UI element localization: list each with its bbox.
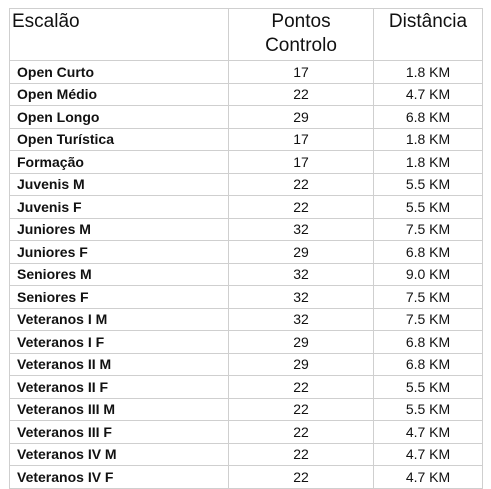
table-row <box>10 376 483 399</box>
header-row <box>10 9 483 61</box>
cell-pontos-controlo[interactable]: 22 <box>229 398 374 421</box>
table-row <box>10 218 483 241</box>
cell-escalao[interactable]: Open Médio <box>10 83 229 106</box>
header-escalao[interactable]: Escalão <box>10 9 229 61</box>
cell-distancia[interactable]: 5.5 KM <box>374 196 483 219</box>
cell-escalao[interactable]: Open Curto <box>10 61 229 84</box>
cell-escalao[interactable]: Juniores F <box>10 241 229 264</box>
cell-pontos-controlo[interactable]: 32 <box>229 218 374 241</box>
cell-escalao[interactable]: Juniores M <box>10 218 229 241</box>
cell-pontos-controlo[interactable]: 22 <box>229 466 374 489</box>
table-row <box>10 398 483 421</box>
table-row <box>10 353 483 376</box>
table-row <box>10 151 483 174</box>
cell-escalao[interactable]: Veteranos III F <box>10 421 229 444</box>
cell-distancia[interactable]: 9.0 KM <box>374 263 483 286</box>
cell-distancia[interactable]: 1.8 KM <box>374 61 483 84</box>
table-row <box>10 308 483 331</box>
table-row <box>10 421 483 444</box>
cell-escalao[interactable]: Seniores F <box>10 286 229 309</box>
cell-distancia[interactable]: 7.5 KM <box>374 218 483 241</box>
cell-distancia[interactable]: 6.8 KM <box>374 353 483 376</box>
cell-pontos-controlo[interactable]: 22 <box>229 443 374 466</box>
cell-pontos-controlo[interactable]: 32 <box>229 286 374 309</box>
cell-distancia[interactable]: 1.8 KM <box>374 128 483 151</box>
cell-escalao[interactable]: Juvenis M <box>10 173 229 196</box>
cell-distancia[interactable]: 6.8 KM <box>374 106 483 129</box>
spreadsheet-region <box>9 8 482 489</box>
cell-pontos-controlo[interactable]: 29 <box>229 241 374 264</box>
cell-distancia[interactable]: 7.5 KM <box>374 286 483 309</box>
header-pontos-line2: Controlo <box>265 35 337 56</box>
table-row <box>10 443 483 466</box>
cell-pontos-controlo[interactable]: 29 <box>229 353 374 376</box>
cell-pontos-controlo[interactable]: 17 <box>229 128 374 151</box>
cell-escalao[interactable]: Veteranos II M <box>10 353 229 376</box>
cell-escalao[interactable]: Seniores M <box>10 263 229 286</box>
table-body <box>10 61 483 489</box>
table-row <box>10 83 483 106</box>
categories-table <box>9 8 483 489</box>
cell-pontos-controlo[interactable]: 29 <box>229 106 374 129</box>
table-row <box>10 331 483 354</box>
cell-escalao[interactable]: Juvenis F <box>10 196 229 219</box>
cell-escalao[interactable]: Open Turística <box>10 128 229 151</box>
table-row <box>10 286 483 309</box>
table-row <box>10 241 483 264</box>
cell-pontos-controlo[interactable]: 22 <box>229 196 374 219</box>
cell-escalao[interactable]: Veteranos IV M <box>10 443 229 466</box>
cell-distancia[interactable]: 5.5 KM <box>374 376 483 399</box>
cell-pontos-controlo[interactable]: 17 <box>229 61 374 84</box>
cell-escalao[interactable]: Veteranos I M <box>10 308 229 331</box>
table-row <box>10 61 483 84</box>
cell-distancia[interactable]: 1.8 KM <box>374 151 483 174</box>
cell-pontos-controlo[interactable]: 22 <box>229 173 374 196</box>
cell-pontos-controlo[interactable]: 29 <box>229 331 374 354</box>
cell-escalao[interactable]: Open Longo <box>10 106 229 129</box>
cell-distancia[interactable]: 5.5 KM <box>374 398 483 421</box>
cell-escalao[interactable]: Veteranos IV F <box>10 466 229 489</box>
cell-distancia[interactable]: 6.8 KM <box>374 331 483 354</box>
cell-distancia[interactable]: 4.7 KM <box>374 443 483 466</box>
cell-pontos-controlo[interactable]: 22 <box>229 376 374 399</box>
cell-distancia[interactable]: 6.8 KM <box>374 241 483 264</box>
header-pontos-line1: Pontos <box>271 11 331 32</box>
cell-distancia[interactable]: 4.7 KM <box>374 466 483 489</box>
header-distancia[interactable]: Distância <box>374 9 483 61</box>
cell-distancia[interactable]: 5.5 KM <box>374 173 483 196</box>
cell-distancia[interactable]: 7.5 KM <box>374 308 483 331</box>
cell-pontos-controlo[interactable]: 22 <box>229 83 374 106</box>
cell-escalao[interactable]: Formação <box>10 151 229 174</box>
header-pontos-controlo[interactable] <box>229 9 374 61</box>
cell-escalao[interactable]: Veteranos I F <box>10 331 229 354</box>
table-row <box>10 106 483 129</box>
cell-pontos-controlo[interactable]: 17 <box>229 151 374 174</box>
cell-distancia[interactable]: 4.7 KM <box>374 83 483 106</box>
cell-pontos-controlo[interactable]: 32 <box>229 263 374 286</box>
table-row <box>10 466 483 489</box>
cell-escalao[interactable]: Veteranos II F <box>10 376 229 399</box>
table-row <box>10 173 483 196</box>
cell-pontos-controlo[interactable]: 32 <box>229 308 374 331</box>
table-row <box>10 196 483 219</box>
cell-pontos-controlo[interactable]: 22 <box>229 421 374 444</box>
table-row <box>10 263 483 286</box>
cell-escalao[interactable]: Veteranos III M <box>10 398 229 421</box>
table-row <box>10 128 483 151</box>
cell-distancia[interactable]: 4.7 KM <box>374 421 483 444</box>
